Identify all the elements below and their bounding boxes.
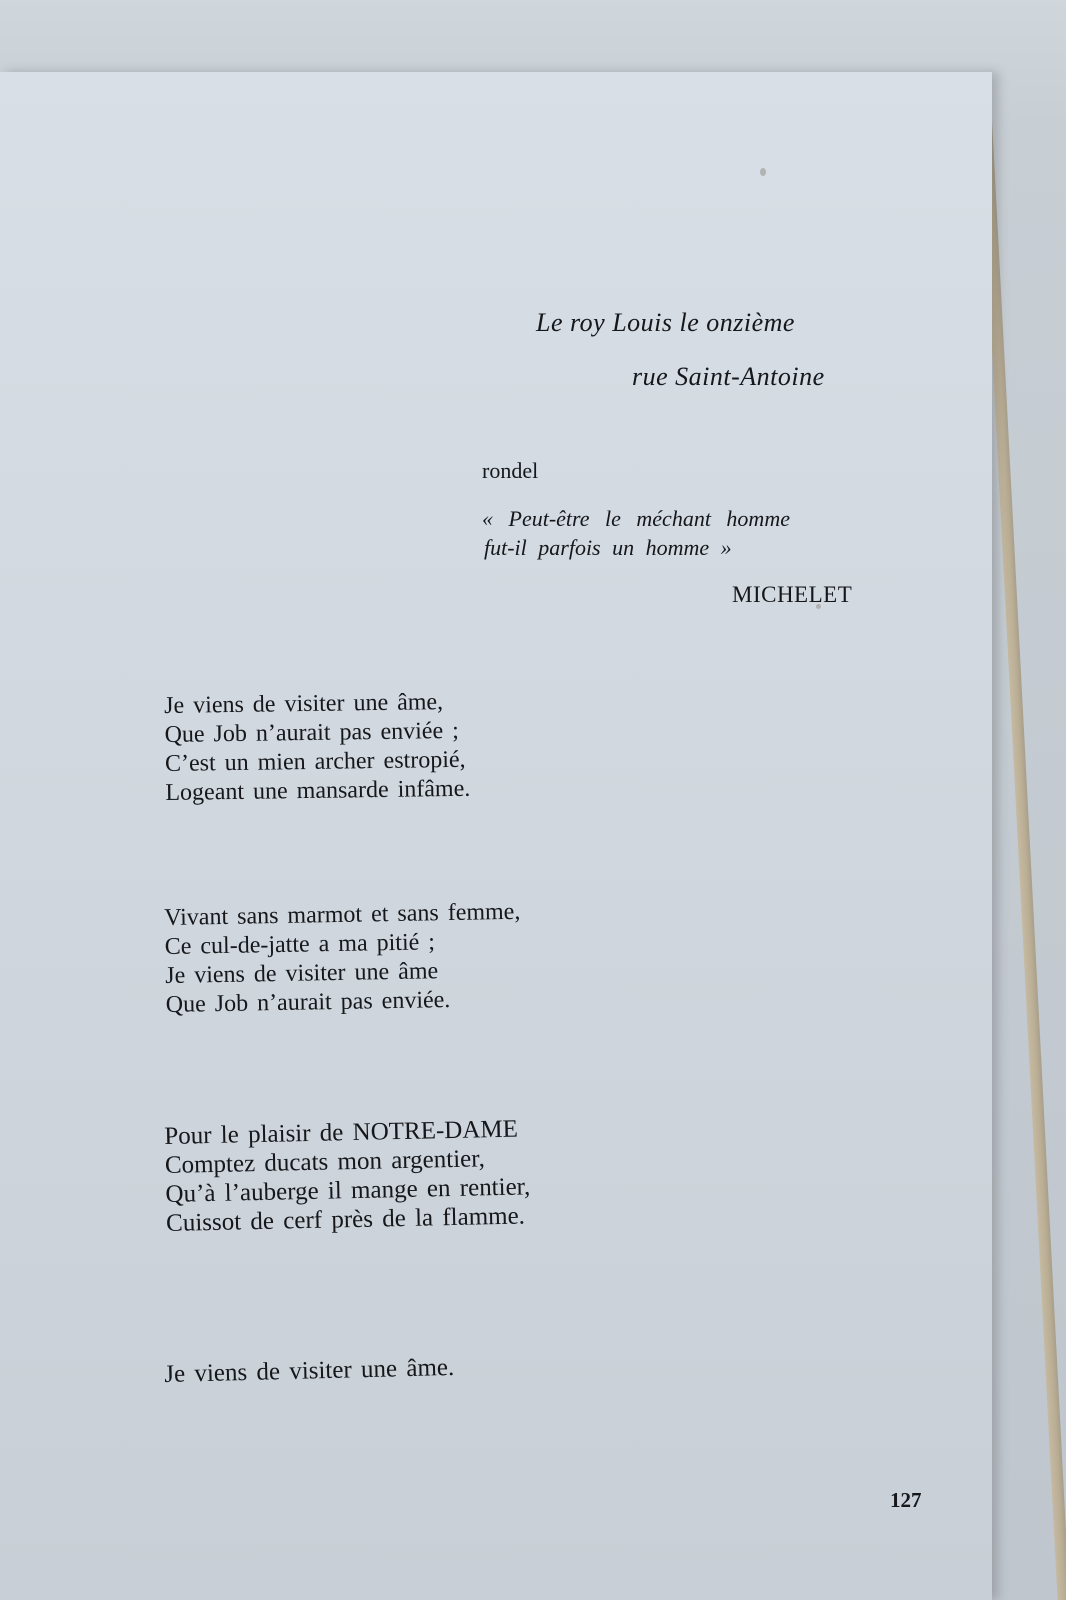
verse-line: Que Job n’aurait pas enviée ; bbox=[164, 717, 459, 748]
verse-line: Cuissot de cerf près de la flamme. bbox=[165, 1202, 526, 1237]
paper-speck bbox=[760, 168, 766, 176]
stanza-2 bbox=[164, 898, 522, 1020]
stanza-1 bbox=[164, 688, 470, 808]
stanza-3 bbox=[164, 1114, 531, 1238]
verse-line: Vivant sans marmot et sans femme, bbox=[164, 898, 521, 931]
book-page bbox=[0, 72, 992, 1600]
epigraph-author: MICHELET bbox=[732, 582, 853, 607]
verse-line: Qu’à l’auberge il mange en rentier, bbox=[165, 1173, 531, 1208]
verse-line: Logeant une mansarde infâme. bbox=[165, 775, 471, 806]
verse-line: Comptez ducats mon argentier, bbox=[164, 1145, 486, 1179]
verse-line: Ce cul-de-jatte a ma pitié ; bbox=[164, 929, 436, 960]
verse-line: Je viens de visiter une âme. bbox=[164, 1353, 455, 1388]
poem-title-line-2: rue Saint-Antoine bbox=[632, 362, 825, 391]
verse-line: Pour le plaisir de NOTRE-DAME bbox=[164, 1115, 519, 1150]
verse-line: Que Job n’aurait pas enviée. bbox=[165, 987, 451, 1018]
page-number: 127 bbox=[890, 1488, 922, 1512]
verse-line: C’est un mien archer estropié, bbox=[164, 746, 466, 777]
verse-line: Je viens de visiter une âme bbox=[165, 958, 439, 989]
epigraph-line-1: « Peut-être le méchant homme bbox=[482, 506, 790, 531]
epigraph-line-2: fut-il parfois un homme » bbox=[484, 535, 732, 560]
poem-form-label: rondel bbox=[482, 458, 539, 483]
poem-title-line-1: Le roy Louis le onzième bbox=[536, 308, 795, 337]
verse-line: Je viens de visiter une âme, bbox=[164, 689, 444, 719]
